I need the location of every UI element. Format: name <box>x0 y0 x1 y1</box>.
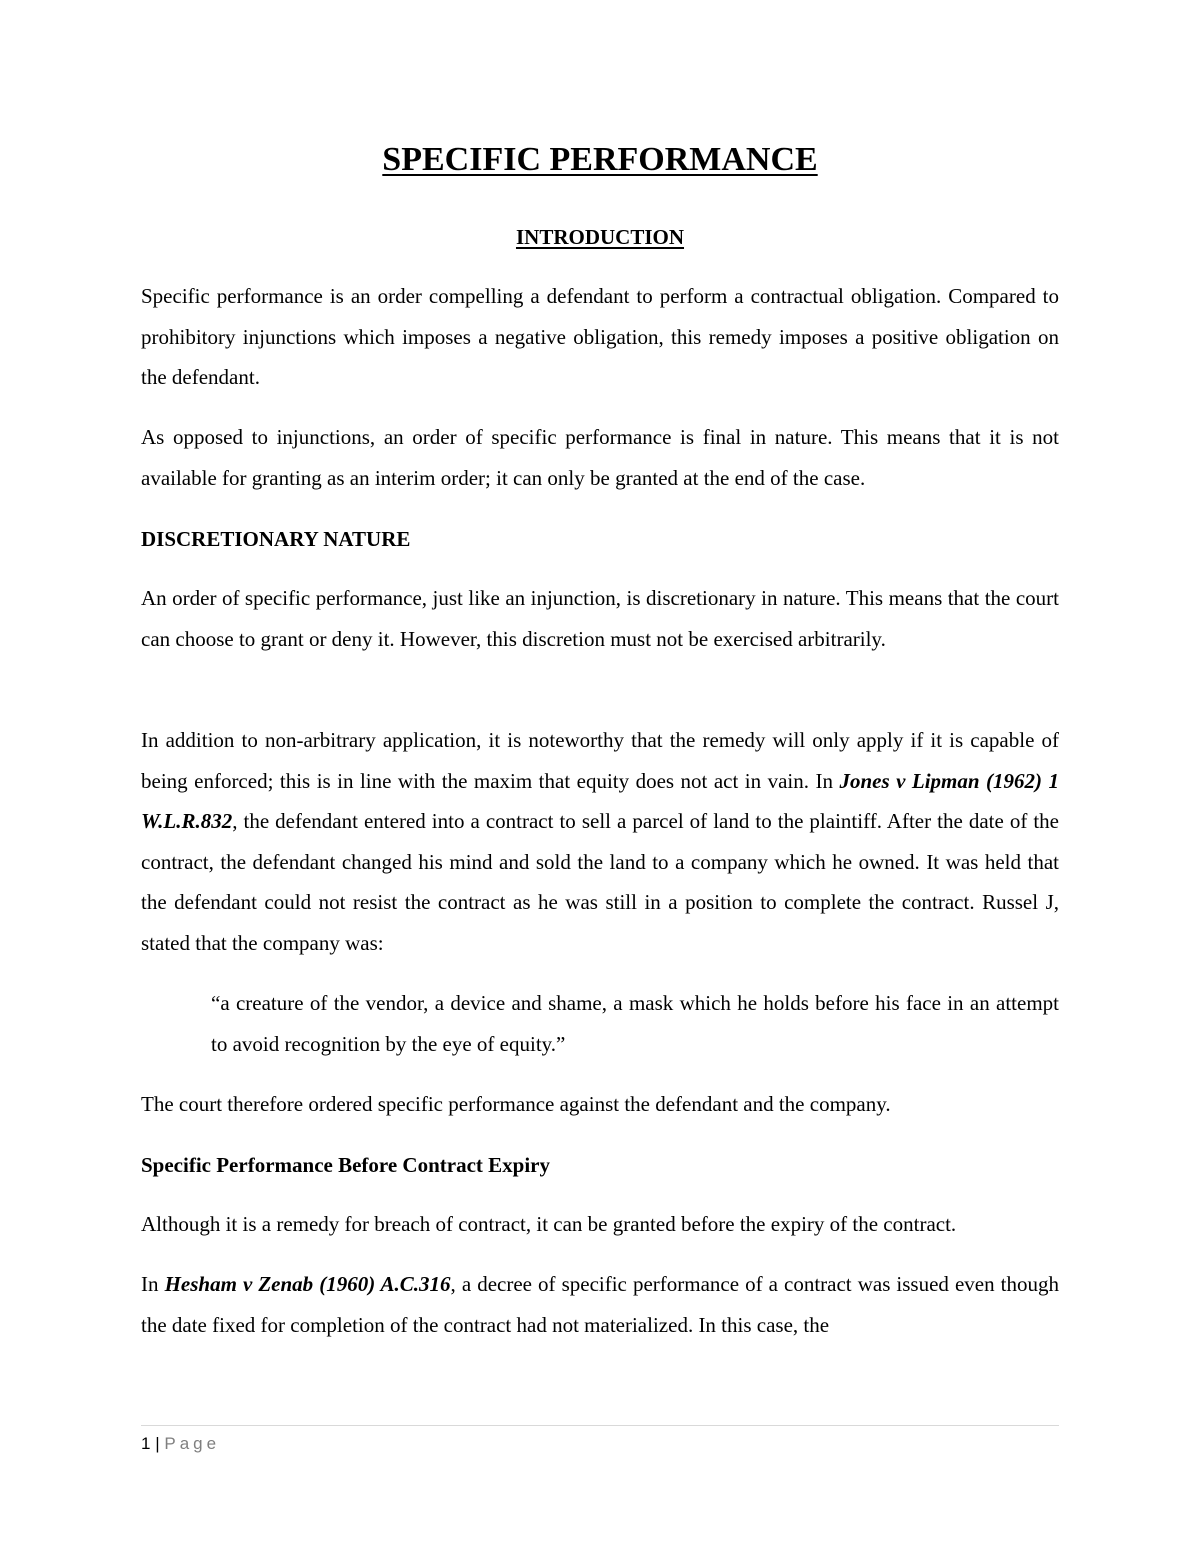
block-quote: “a creature of the vendor, a device and shame, a mask which he holds before his face in an attempt to avoid recognition by the eye of equity.” <box>211 991 1059 1056</box>
footer-divider <box>141 1425 1059 1426</box>
paragraph-definition: Specific performance is an order compelling a defendant to perform a contractual obligation. Compared to prohibitory injunctions which imposes a negative obligation, this remedy imposes a positive obligation on the defendant. <box>141 284 1059 389</box>
paragraph-text: In <box>141 1272 165 1296</box>
paragraph-hesham-v-zenab <box>141 1264 1059 1345</box>
paragraph-jones-v-lipman <box>141 720 1059 963</box>
document-title: SPECIFIC PERFORMANCE <box>382 141 818 178</box>
page-label: Page <box>164 1434 221 1453</box>
expiry-heading: Specific Performance Before Contract Expiry <box>141 1153 550 1177</box>
paragraph-before-expiry: Although it is a remedy for breach of contract, it can be granted before the expiry of the contract. <box>141 1212 957 1236</box>
paragraph-discretionary: An order of specific performance, just like an injunction, is discretionary in nature. This means that the court can choose to grant or deny it. However, this discretion must not be exercised arbitrarily. <box>141 586 1059 651</box>
page-footer <box>141 1432 220 1456</box>
paragraph-text: , the defendant entered into a contract to sell a parcel of land to the plaintiff. After the date of the contract, the defendant changed his mind and sold the land to a company which he owned. It was held that the defendant could not resist the contract as he was still in a position to complete the contract. Russel J, stated that the company was: <box>141 809 1059 955</box>
paragraph-final-nature: As opposed to injunctions, an order of specific performance is final in nature. This means that it is not available for granting as an interim order; it can only be granted at the end of the case. <box>141 425 1059 490</box>
page-number: 1 <box>141 1434 151 1453</box>
paragraph-text: In addition to non-arbitrary application, it is noteworthy that the remedy will only apply if it is capable of being enforced; this is in line with the maxim that equity does not act in vain. In <box>141 728 1059 793</box>
introduction-heading: INTRODUCTION <box>515 225 685 249</box>
discretionary-heading: DISCRETIONARY NATURE <box>141 527 411 551</box>
case-citation: Hesham v Zenab (1960) A.C.316 <box>164 1272 451 1296</box>
paragraph-text: , a decree of specific performance of a contract was issued even though the date fixed for completion of the contract had not materialized. In this case, the <box>141 1272 1060 1337</box>
case-citation: Jones v Lipman (1962) 1 W.L.R.832 <box>141 768 1059 833</box>
footer-separator: | <box>155 1434 160 1453</box>
paragraph-court-order: The court therefore ordered specific performance against the defendant and the company. <box>141 1092 891 1116</box>
